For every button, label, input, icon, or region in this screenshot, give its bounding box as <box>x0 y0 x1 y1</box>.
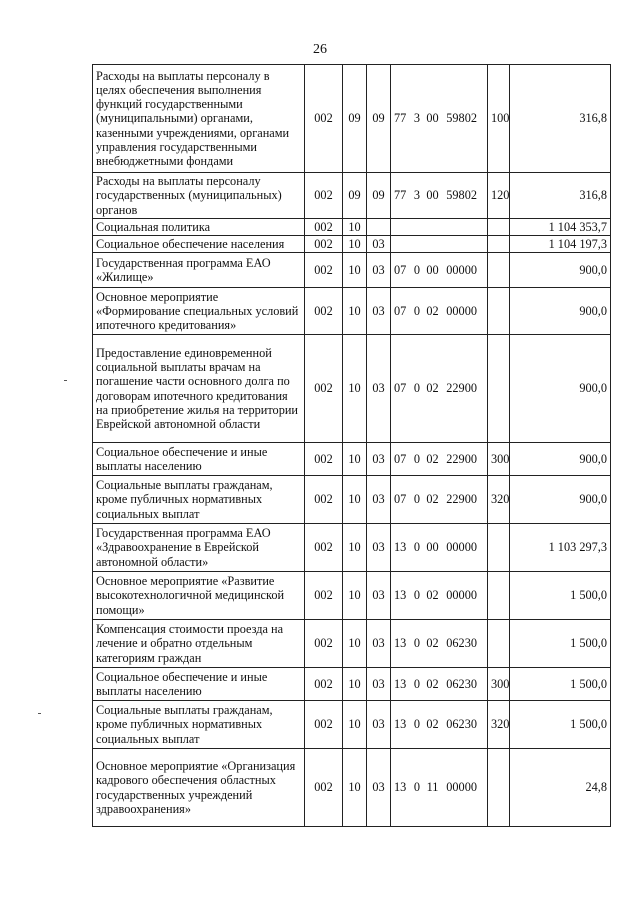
row-name: Расходы на выплаты персоналу в целях обеспечения выполнения функций государственными (муниципальными) органами, казенными учреждениями, органами управления государственными внебюджетными фондами <box>93 65 305 173</box>
expense-type-code <box>488 253 510 288</box>
table-row <box>93 701 611 749</box>
subsection-code: 03 <box>367 335 391 443</box>
subsection-code: 03 <box>367 236 391 253</box>
row-name: Предоставление единовременной социальной выплаты врачам на погашение части основного долга по договорам ипотечного кредитования на приобретение жилья на территории Еврейской автономной области <box>93 335 305 443</box>
row-name: Основное мероприятие «Формирование специальных условий ипотечного кредитования» <box>93 288 305 335</box>
target-article-code <box>391 620 488 668</box>
section-code: 10 <box>343 620 367 668</box>
expense-type-code <box>488 288 510 335</box>
cs-type: 0 <box>413 780 421 795</box>
expense-type-code <box>488 335 510 443</box>
cs-direction: 00000 <box>446 303 477 318</box>
target-article-code <box>391 749 488 827</box>
table-row <box>93 236 611 253</box>
expense-type-code <box>488 236 510 253</box>
cs-type: 0 <box>413 540 421 555</box>
cs-event: 02 <box>426 303 439 318</box>
cs-direction: 22900 <box>446 451 477 466</box>
row-name: Основное мероприятие «Развитие высокотехнологичной медицинской помощи» <box>93 572 305 620</box>
cs-program: 77 <box>394 188 407 203</box>
section-code: 10 <box>343 572 367 620</box>
table-row <box>93 335 611 443</box>
cs-direction: 06230 <box>446 676 477 691</box>
cs-event: 02 <box>426 451 439 466</box>
subsection-code: 03 <box>367 620 391 668</box>
gr-code: 002 <box>305 253 343 288</box>
cs-event: 02 <box>426 636 439 651</box>
row-name: Социальные выплаты гражданам, кроме публичных нормативных социальных выплат <box>93 701 305 749</box>
table-row <box>93 253 611 288</box>
expense-type-code <box>488 219 510 236</box>
cs-direction: 22900 <box>446 381 477 396</box>
cs-direction: 06230 <box>446 717 477 732</box>
row-name: Основное мероприятие «Организация кадрового обеспечения областных государственных учреждений здравоохранения» <box>93 749 305 827</box>
cs-program: 77 <box>394 111 407 126</box>
amount: 900,0 <box>510 253 611 288</box>
cs-program: 13 <box>394 588 407 603</box>
amount: 1 104 353,7 <box>510 219 611 236</box>
table-row <box>93 65 611 173</box>
cs-program: 13 <box>394 780 407 795</box>
cs-event: 02 <box>426 588 439 603</box>
row-name: Социальная политика <box>93 219 305 236</box>
cs-event: 02 <box>426 676 439 691</box>
target-article-code <box>391 701 488 749</box>
cs-type: 3 <box>413 111 421 126</box>
expense-type-code <box>488 524 510 572</box>
gr-code: 002 <box>305 572 343 620</box>
gr-code: 002 <box>305 524 343 572</box>
cs-direction: 00000 <box>446 588 477 603</box>
cs-type: 0 <box>413 303 421 318</box>
cs-direction: 06230 <box>446 636 477 651</box>
amount: 900,0 <box>510 443 611 476</box>
cs-type: 0 <box>413 717 421 732</box>
table-row <box>93 219 611 236</box>
cs-type: 0 <box>413 381 421 396</box>
cs-direction: 59802 <box>446 111 477 126</box>
row-name: Социальные выплаты гражданам, кроме публичных нормативных социальных выплат <box>93 476 305 524</box>
target-article-code <box>391 173 488 219</box>
gr-code: 002 <box>305 701 343 749</box>
target-article-code <box>391 219 488 236</box>
cs-type: 0 <box>413 492 421 507</box>
expense-type-code: 320 <box>488 476 510 524</box>
subsection-code: 03 <box>367 253 391 288</box>
cs-event: 00 <box>426 262 439 277</box>
cs-type: 0 <box>413 636 421 651</box>
section-code: 10 <box>343 335 367 443</box>
scan-mark <box>38 713 41 714</box>
section-code: 10 <box>343 701 367 749</box>
table-row <box>93 620 611 668</box>
cs-program: 13 <box>394 717 407 732</box>
gr-code: 002 <box>305 443 343 476</box>
subsection-code: 03 <box>367 701 391 749</box>
target-article-code <box>391 524 488 572</box>
cs-event: 02 <box>426 717 439 732</box>
target-article-code <box>391 288 488 335</box>
subsection-code: 09 <box>367 65 391 173</box>
subsection-code <box>367 219 391 236</box>
gr-code: 002 <box>305 668 343 701</box>
section-code: 10 <box>343 288 367 335</box>
cs-direction: 00000 <box>446 540 477 555</box>
expense-type-code: 120 <box>488 173 510 219</box>
cs-type: 0 <box>413 451 421 466</box>
cs-program: 13 <box>394 540 407 555</box>
cs-type: 0 <box>413 262 421 277</box>
table-row <box>93 288 611 335</box>
amount: 24,8 <box>510 749 611 827</box>
subsection-code: 03 <box>367 443 391 476</box>
cs-direction: 22900 <box>446 492 477 507</box>
expense-type-code: 100 <box>488 65 510 173</box>
target-article-code <box>391 65 488 173</box>
table-row <box>93 443 611 476</box>
cs-event: 00 <box>426 540 439 555</box>
target-article-code <box>391 572 488 620</box>
subsection-code: 03 <box>367 524 391 572</box>
cs-program: 07 <box>394 303 407 318</box>
cs-program: 07 <box>394 262 407 277</box>
amount: 1 103 297,3 <box>510 524 611 572</box>
amount: 1 500,0 <box>510 668 611 701</box>
cs-program: 07 <box>394 451 407 466</box>
target-article-code <box>391 443 488 476</box>
gr-code: 002 <box>305 288 343 335</box>
page-number: 26 <box>313 42 327 57</box>
subsection-code: 09 <box>367 173 391 219</box>
row-name: Социальное обеспечение населения <box>93 236 305 253</box>
section-code: 10 <box>343 668 367 701</box>
amount: 1 500,0 <box>510 620 611 668</box>
row-name: Социальное обеспечение и иные выплаты населению <box>93 668 305 701</box>
cs-program: 13 <box>394 636 407 651</box>
expense-type-code <box>488 620 510 668</box>
section-code: 10 <box>343 749 367 827</box>
section-code: 10 <box>343 443 367 476</box>
cs-direction: 59802 <box>446 188 477 203</box>
section-code: 10 <box>343 253 367 288</box>
gr-code: 002 <box>305 236 343 253</box>
amount: 1 500,0 <box>510 701 611 749</box>
section-code: 10 <box>343 524 367 572</box>
amount: 316,8 <box>510 173 611 219</box>
amount: 900,0 <box>510 288 611 335</box>
target-article-code <box>391 668 488 701</box>
cs-type: 0 <box>413 588 421 603</box>
subsection-code: 03 <box>367 288 391 335</box>
subsection-code: 03 <box>367 572 391 620</box>
section-code: 10 <box>343 219 367 236</box>
cs-event: 11 <box>426 780 439 795</box>
section-code: 10 <box>343 476 367 524</box>
amount: 1 104 197,3 <box>510 236 611 253</box>
cs-program: 13 <box>394 676 407 691</box>
expense-type-code: 320 <box>488 701 510 749</box>
section-code: 10 <box>343 236 367 253</box>
cs-event: 00 <box>426 111 439 126</box>
row-name: Государственная программа ЕАО «Жилище» <box>93 253 305 288</box>
table-row <box>93 572 611 620</box>
gr-code: 002 <box>305 335 343 443</box>
gr-code: 002 <box>305 173 343 219</box>
gr-code: 002 <box>305 65 343 173</box>
section-code: 09 <box>343 65 367 173</box>
target-article-code <box>391 335 488 443</box>
table-row <box>93 476 611 524</box>
cs-event: 00 <box>426 188 439 203</box>
scan-mark <box>64 380 67 381</box>
amount: 900,0 <box>510 476 611 524</box>
gr-code: 002 <box>305 219 343 236</box>
target-article-code <box>391 253 488 288</box>
expense-type-code: 300 <box>488 443 510 476</box>
budget-table <box>92 64 611 827</box>
row-name: Государственная программа ЕАО «Здравоохранение в Еврейской автономной области» <box>93 524 305 572</box>
table-row <box>93 173 611 219</box>
expense-type-code <box>488 572 510 620</box>
table-row <box>93 749 611 827</box>
table-row <box>93 668 611 701</box>
expense-type-code: 300 <box>488 668 510 701</box>
table-row <box>93 524 611 572</box>
subsection-code: 03 <box>367 476 391 524</box>
amount: 900,0 <box>510 335 611 443</box>
target-article-code <box>391 236 488 253</box>
section-code: 09 <box>343 173 367 219</box>
cs-type: 3 <box>413 188 421 203</box>
cs-type: 0 <box>413 676 421 691</box>
cs-direction: 00000 <box>446 262 477 277</box>
amount: 316,8 <box>510 65 611 173</box>
cs-program: 07 <box>394 381 407 396</box>
cs-direction: 00000 <box>446 780 477 795</box>
amount: 1 500,0 <box>510 572 611 620</box>
expense-type-code <box>488 749 510 827</box>
target-article-code <box>391 476 488 524</box>
cs-program: 07 <box>394 492 407 507</box>
gr-code: 002 <box>305 476 343 524</box>
cs-event: 02 <box>426 381 439 396</box>
gr-code: 002 <box>305 749 343 827</box>
subsection-code: 03 <box>367 749 391 827</box>
cs-event: 02 <box>426 492 439 507</box>
subsection-code: 03 <box>367 668 391 701</box>
row-name: Компенсация стоимости проезда на лечение и обратно отдельным категориям граждан <box>93 620 305 668</box>
row-name: Социальное обеспечение и иные выплаты населению <box>93 443 305 476</box>
row-name: Расходы на выплаты персоналу государственных (муниципальных) органов <box>93 173 305 219</box>
gr-code: 002 <box>305 620 343 668</box>
